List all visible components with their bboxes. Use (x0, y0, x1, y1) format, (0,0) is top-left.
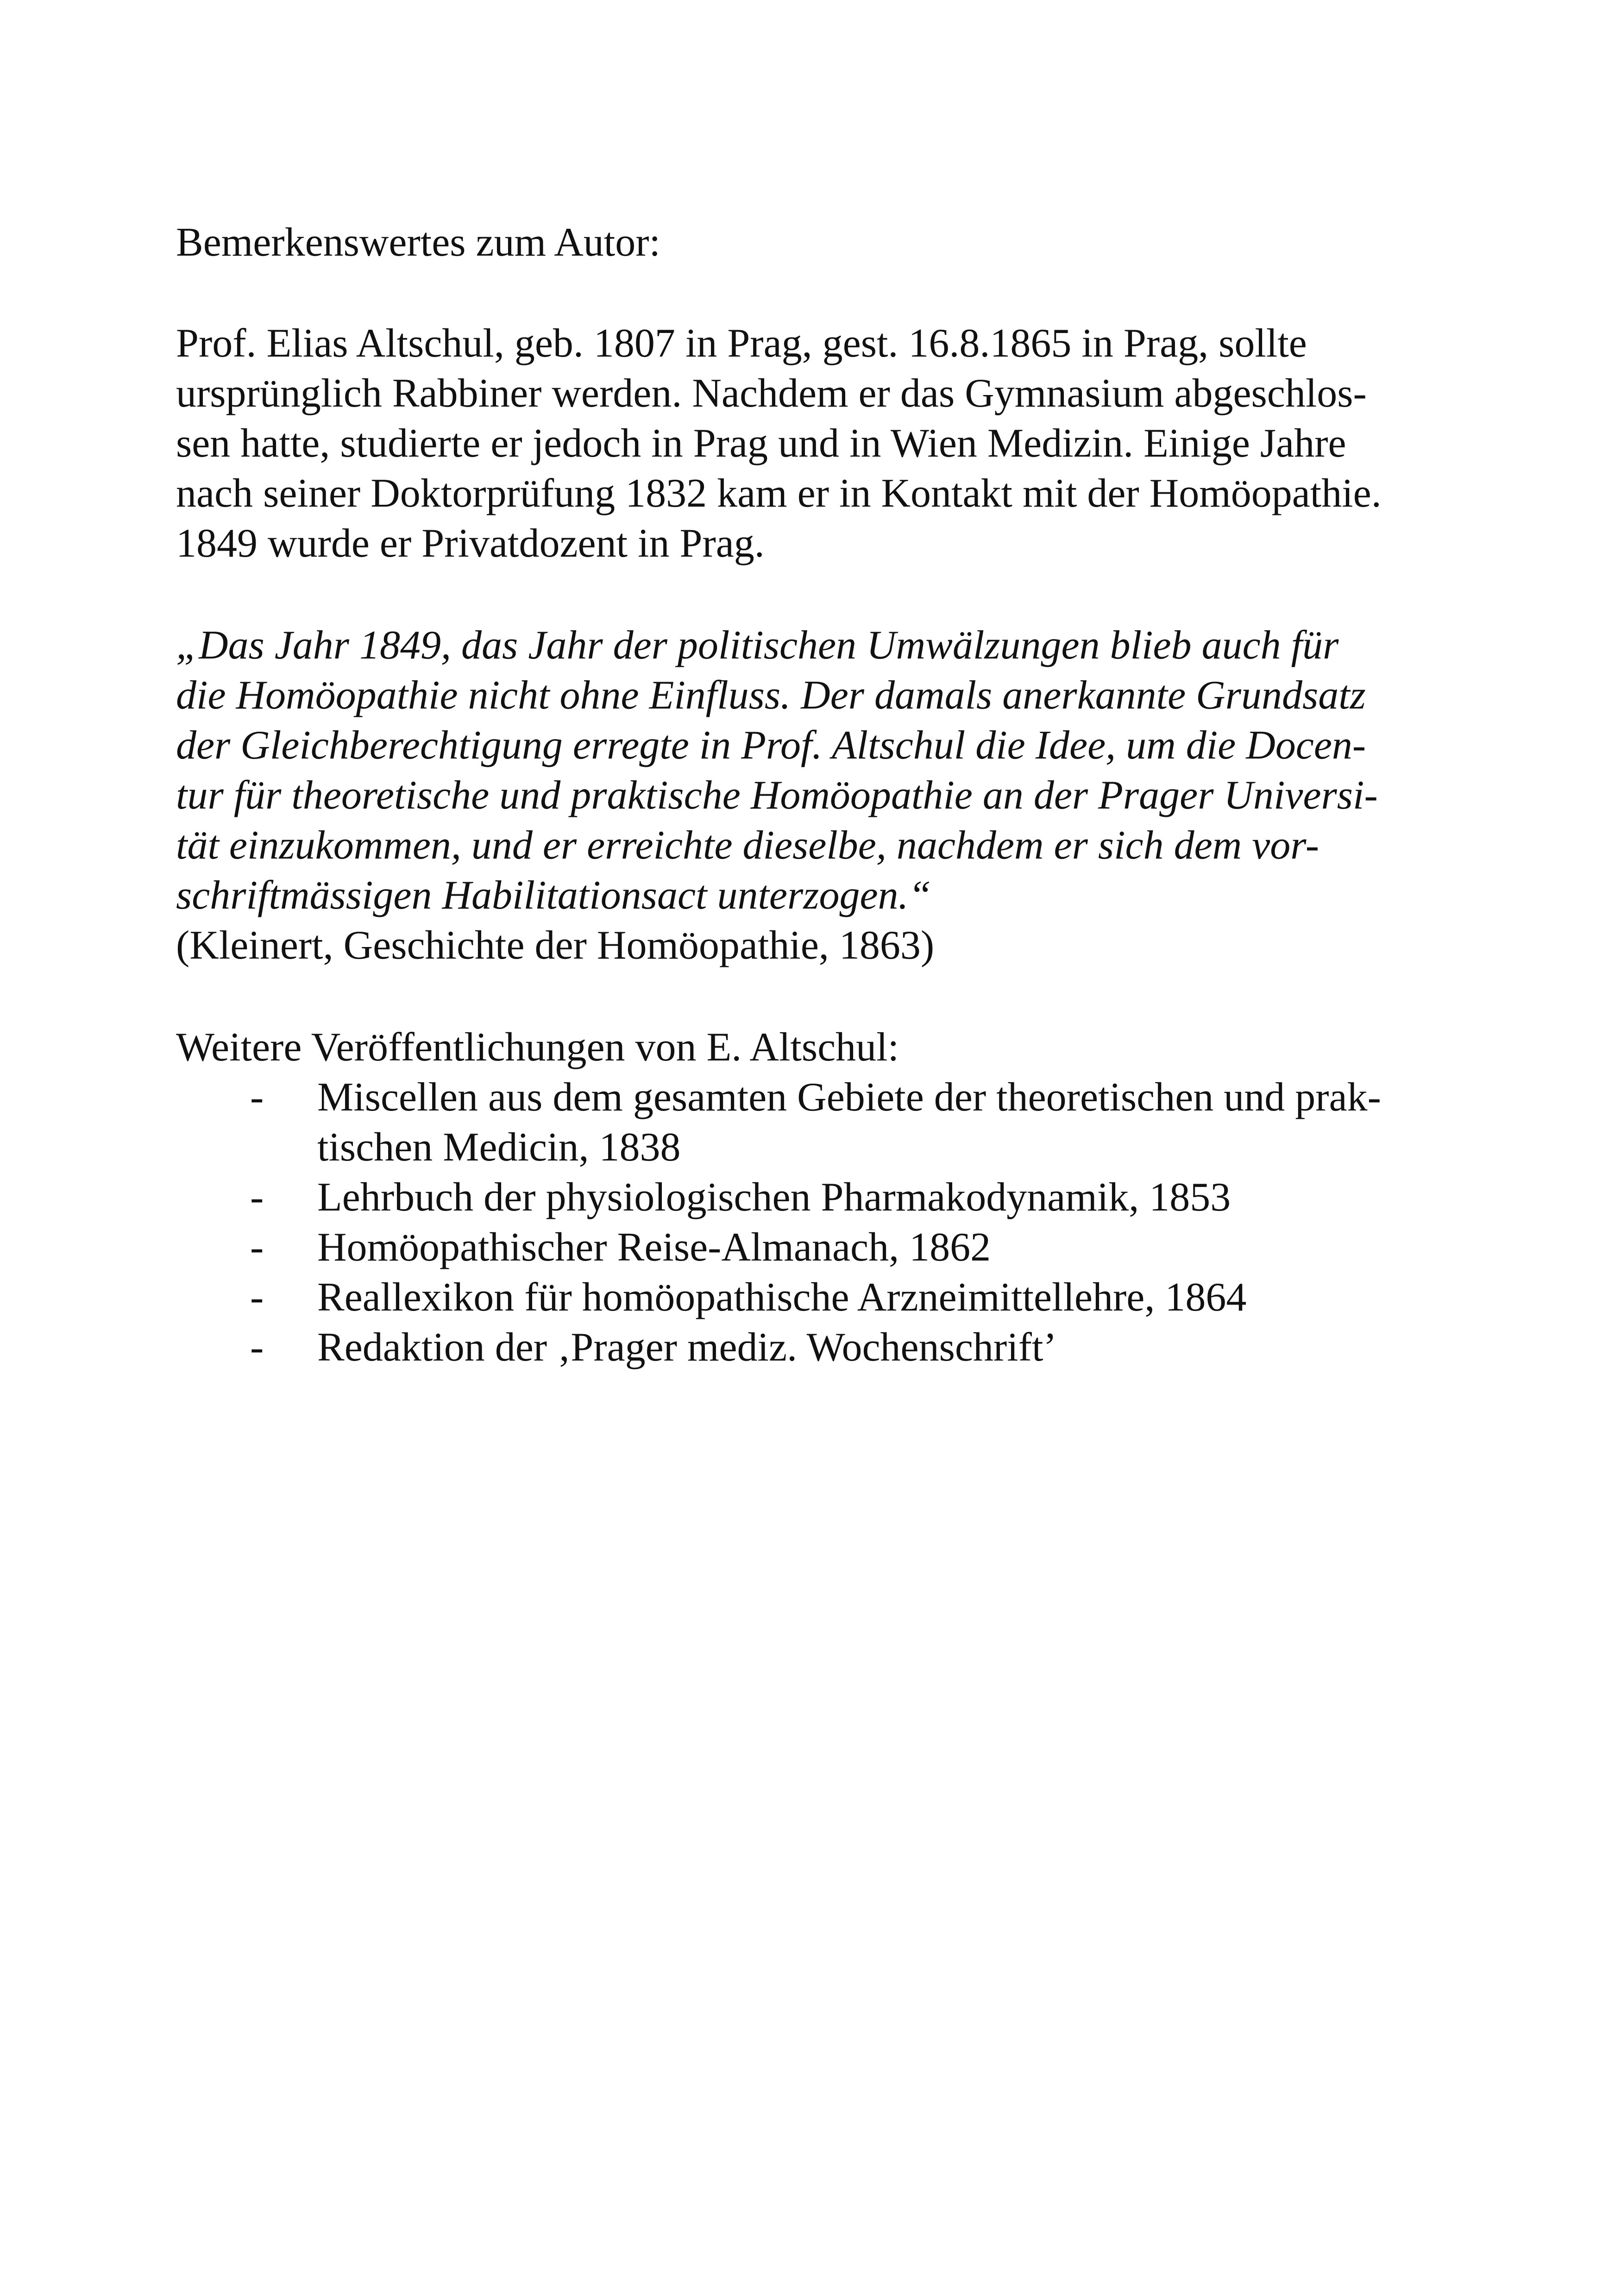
biography-line: sen hatte, studierte er jedoch in Prag und in Wien Medizin. Einige Jahre (176, 421, 1346, 466)
list-item-line: tischen Medicin, 1838 (317, 1125, 681, 1170)
list-bullet: - (250, 1275, 264, 1320)
document-page (176, 218, 1454, 1373)
publications-list (176, 1073, 1454, 1373)
biography-line: nach seiner Doktorprüfung 1832 kam er in Kontakt mit der Homöopathie. (176, 471, 1382, 516)
list-item (176, 1273, 1454, 1323)
publications-title: Weitere Veröffentlichungen von E. Altschul: (176, 1025, 899, 1070)
list-bullet: - (250, 1175, 264, 1220)
list-bullet: - (250, 1325, 264, 1370)
biography-line: 1849 wurde er Privatdozent in Prag. (176, 521, 765, 566)
list-item (176, 1173, 1454, 1223)
biography-line: ursprünglich Rabbiner werden. Nachdem er das Gymnasium abgeschlos- (176, 371, 1367, 416)
quotation-block (176, 621, 1454, 971)
list-item-line: Redaktion der ‚Prager mediz. Wochenschrift’ (317, 1325, 1057, 1370)
quotation-line: „Das Jahr 1849, das Jahr der politischen Umwälzungen blieb auch für (176, 623, 1339, 668)
publications-section (176, 1023, 1454, 1373)
quotation (176, 621, 1454, 921)
quotation-line: die Homöopathie nicht ohne Einfluss. Der damals anerkannte Grundsatz (176, 673, 1366, 718)
list-bullet: - (250, 1075, 264, 1120)
list-item-line: Lehrbuch der physiologischen Pharmakodynamik, 1853 (317, 1175, 1231, 1220)
quotation-line: tur für theoretische und praktische Homöopathie an der Prager Universi- (176, 773, 1378, 818)
biography-line: Prof. Elias Altschul, geb. 1807 in Prag, gest. 16.8.1865 in Prag, sollte (176, 321, 1307, 366)
list-item (176, 1223, 1454, 1273)
document-heading: Bemerkenswertes zum Autor: (176, 220, 660, 265)
list-item-line: Homöopathischer Reise-Almanach, 1862 (317, 1225, 991, 1270)
list-item-line: Miscellen aus dem gesamten Gebiete der theoretischen und prak- (317, 1075, 1381, 1120)
quotation-line: der Gleichberechtigung erregte in Prof. Altschul die Idee, um die Docen- (176, 723, 1366, 768)
quotation-line: tät einzukommen, und er erreichte dieselbe, nachdem er sich dem vor- (176, 823, 1319, 868)
list-item (176, 1323, 1454, 1373)
list-bullet: - (250, 1225, 264, 1270)
list-item (176, 1073, 1454, 1173)
quotation-citation: (Kleinert, Geschichte der Homöopathie, 1863) (176, 923, 935, 968)
quotation-line: schriftmässigen Habilitationsact unterzogen.“ (176, 873, 931, 918)
list-item-line: Reallexikon für homöopathische Arzneimittellehre, 1864 (317, 1275, 1247, 1320)
biography-paragraph (176, 319, 1454, 569)
